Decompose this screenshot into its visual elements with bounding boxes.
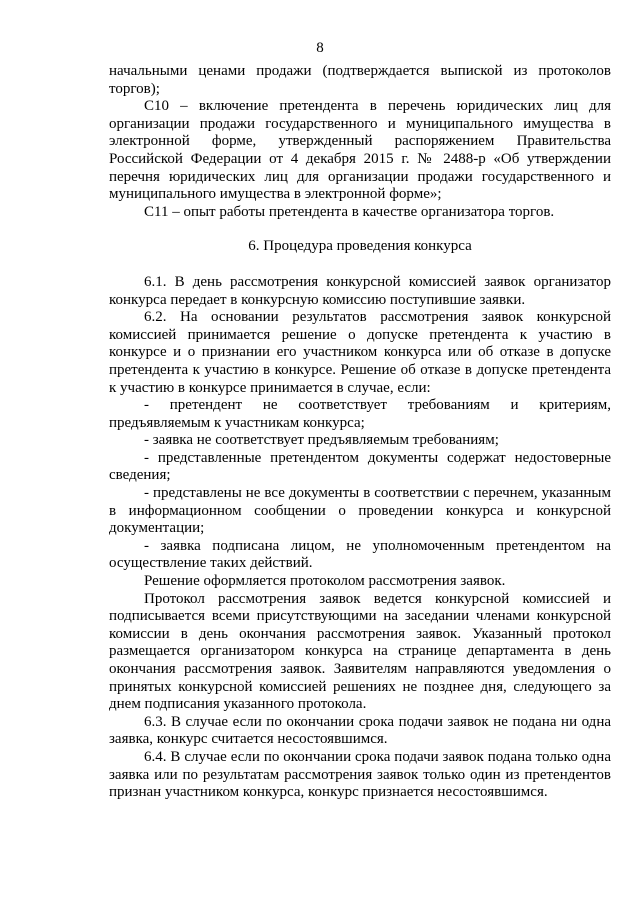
paragraph-6-1: 6.1. В день рассмотрения конкурсной комиссией заявок организатор конкурса передает в конкурсную комиссию поступившие заявки. xyxy=(109,273,611,308)
section-title: 6. Процедура проведения конкурса xyxy=(248,238,472,255)
paragraph-sale-prices: начальными ценами продажи (подтверждается выпиской из протоколов торгов); xyxy=(109,63,611,97)
paragraph-criterion-c10: С10 – включение претендента в перечень юридических лиц для организации продажи государственного и муниципального имущества в электронной форме, утвержденный распоряжением Правительства Российской Федерации от 4 декабря 2015 г. № 2488-р «Об утверждении перечня юридических лиц для организации продажи государственного и муниципального имущества в электронной форме»; xyxy=(109,98,611,203)
paragraph-6-2: 6.2. На основании результатов рассмотрения заявок конкурсной комиссией принимается решение о допуске претендента к участию в конкурсе и о признании его участником конкурса или об отказе в допуске претендента к участию в конкурсе. Решение об отказе в допуске претендента к участию в конкурсе принимается в случае, если: xyxy=(109,309,611,396)
paragraph-protocol-details: Протокол рассмотрения заявок ведется конкурсной комиссией и подписывается всеми присутствующими на заседании членами конкурсной комиссии в день окончания рассмотрения заявок. Указанный протокол размещается организатором конкурса на странице департамента в день окончания рассмотрения заявок. Заявителям направляются уведомления о принятых конкурсной комиссией решениях не позднее дня, следующего за днем подписания указанного протокола. xyxy=(109,590,611,713)
list-item-unauthorized-signer: - заявка подписана лицом, не уполномоченным претендентом на осуществление таких действий. xyxy=(109,537,611,572)
paragraph-6-4: 6.4. В случае если по окончании срока подачи заявок подана только одна заявка или по результатам рассмотрения заявок только один из претендентов признан участником конкурса, конкурс признается несостоявшимся. xyxy=(109,748,611,801)
paragraph-6-3: 6.3. В случае если по окончании срока подачи заявок не подана ни одна заявка, конкурс считается несостоявшимся. xyxy=(109,713,611,748)
list-item-false-documents: - представленные претендентом документы содержат недостоверные сведения; xyxy=(109,449,611,484)
list-item-application-mismatch: - заявка не соответствует предъявляемым требованиям; xyxy=(144,432,499,449)
paragraph-decision-protocol: Решение оформляется протоколом рассмотрения заявок. xyxy=(144,573,506,590)
page-number: 8 xyxy=(316,40,324,56)
list-item-requirements: - претендент не соответствует требованиям и критериям, предъявляемым к участникам конкурса; xyxy=(109,397,611,431)
document-body xyxy=(109,63,611,802)
list-item-missing-documents: - представлены не все документы в соответствии с перечнем, указанным в информационном сообщении о проведении конкурса и конкурсной документации; xyxy=(109,485,611,537)
paragraph-criterion-c11: С11 – опыт работы претендента в качестве организатора торгов. xyxy=(144,203,555,220)
